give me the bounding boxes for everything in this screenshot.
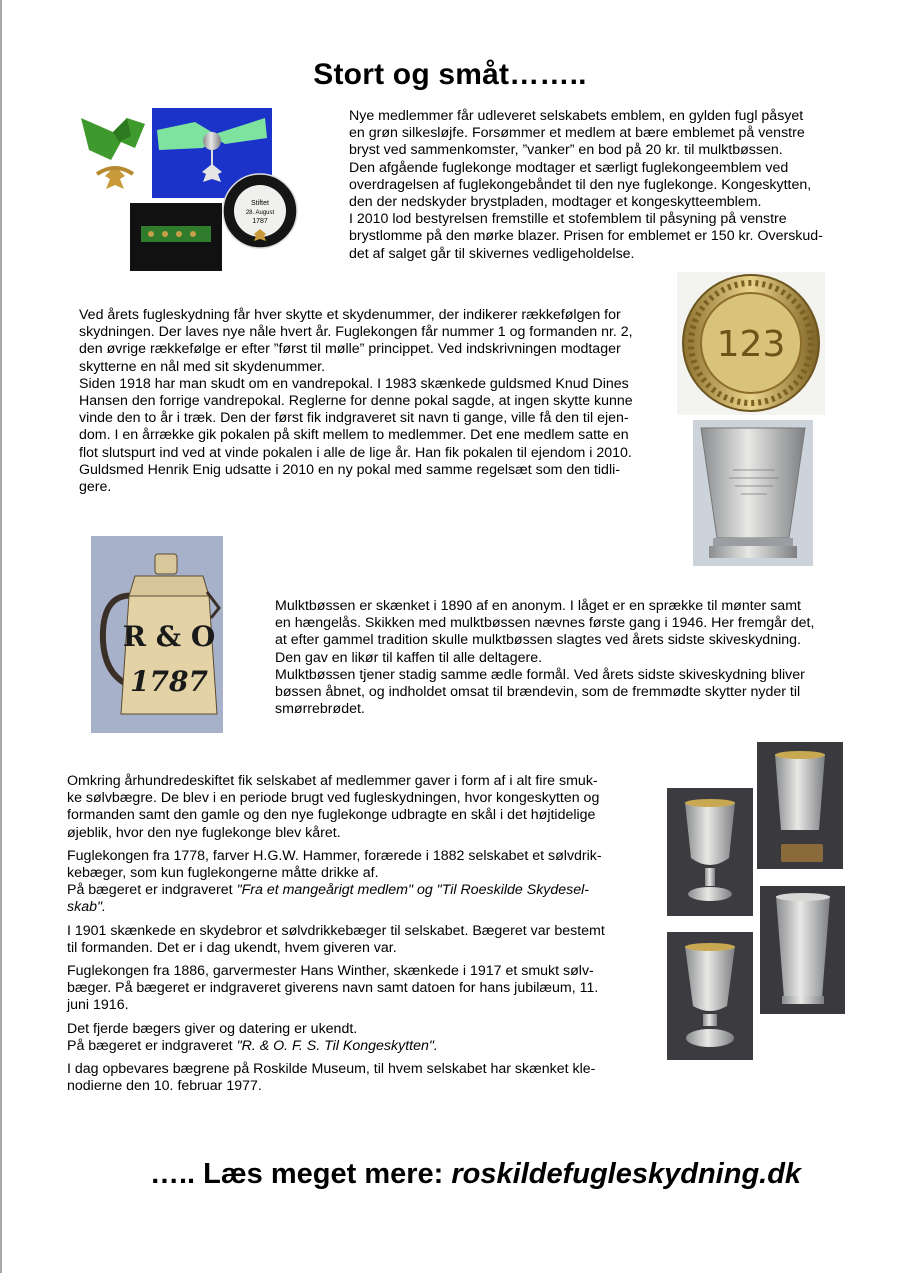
number-pin-photo [677, 272, 825, 415]
website-link[interactable]: roskildefugleskydning.dk [451, 1158, 802, 1190]
page-left-border [0, 0, 2, 1273]
svg-text:28. August: 28. August [245, 210, 275, 216]
footer-lead: ….. Læs meget mere: [150, 1158, 452, 1190]
silver-cup-photo-4 [760, 886, 845, 1014]
silver-cup-photo-3 [667, 932, 753, 1060]
green-bow-emblem [81, 118, 145, 189]
svg-text:1787: 1787 [252, 218, 268, 225]
silver-trophy-photo [693, 420, 813, 566]
svg-text:1787: 1787 [130, 665, 208, 698]
fine-box-photo [91, 536, 223, 733]
section4-text: Omkring århundredeskiftet fik selskabet af medlemmer gaver i form af i alt fire smuk- ke sølvbægre. De blev i en periode brugt ved fugleskydningen, hvor kongeskytten og formanden samt den gamle og den nye fuglekonge udbragte en skål i det højtidelige øjeblik, hvor den nye fuglekonge blev kåret. Fuglekongen fra 1778, farver H.G.W. Hammer, forærede i 1882 selskabet et sølvdrik- kebæger, som kun fuglekongerne måtte drikke af. På bægeret er indgraveret "Fra et mangeårigt medlem" og "Til Roeskilde Skydesel- skab". I 1901 skænkede en skydebror et sølvdrikkebæger til selskabet. Bægeret var bestemt til formanden. Det er i dag ukendt, hvem giveren var. Fuglekongen fra 1886, garvermester Hans Winther, skænkede i 1917 et smukt sølv- bæger. På bægeret er indgraveret giverens navn samt datoen for hans jubilæum, 11. juni 1916. Det fjerde bægers giver og datering er ukendt. På bægeret er indgraveret "R. & O. F. S. Til Kongeskytten". I dag opbevares bægrene på Roskilde Museum, til hvem selskabet har skænket kle- nodierne den 10. februar 1977. [67, 773, 605, 1095]
svg-text:123: 123 [716, 324, 786, 365]
svg-text:Stiftet: Stiftet [251, 200, 269, 207]
silver-cup-photo-1 [667, 788, 753, 916]
emblem-photos [75, 108, 355, 273]
page-title: Stort og småt…….. [313, 58, 587, 92]
section2-text: Ved årets fugleskydning får hver skytte et skydenummer, der indikerer rækkefølgen for skydningen. Der laves nye nåle hvert år. Fuglekongen får nummer 1 og formanden nr. 2, den øvrige rækkefølge er efter ”først til mølle” princippet. Ved indskrivningen modtager skytterne en nål med sit skydenummer. Siden 1918 har man skudt om en vandrepokal. I 1983 skænkede guldsmed Knud Dines Hansen den forrige vandrepokal. Reglerne for denne pokal sagde, at ingen skytte kunne vinde den to år i træk. Den der først fik indgraveret sit navn ti gange, ville få den til ejen- dom. I en årrække gik pokalen på skift mellem to medlemmer. Det ene medlem satte en flot slutspurt ind ved at vinde pokalen i alle de lige år. Han fik pokalen til ejendom i 2010. Guldsmed Henrik Enig udsatte i 2010 en ny pokal med samme regelsæt som den tidli- gere. [79, 307, 633, 496]
section1-text: Nye medlemmer får udleveret selskabets emblem, en gylden fugl påsyet en grøn silkesløjfe. Forsømmer et medlem at bære emblemet på venstre bryst ved sammenkomster, ”vanker” en bod på 20 kr. til mulktbøssen. Den afgående fuglekonge modtager et særligt fuglekongeemblem ved overdragelsen af fuglekongebåndet til den nye fuglekonge. Kongeskytten, den der nedskyder brystpladen, modtager et kongeskytteemblem. I 2010 lod bestyrelsen fremstille et stofemblem til påsyning på venstre brystlomme på den mørke blazer. Prisen for emblemet er 150 kr. Overskud- det af salget går til skivernes vedligeholdelse. [349, 108, 823, 262]
svg-text:R & O: R & O [122, 620, 216, 653]
section3-text: Mulktbøssen er skænket i 1890 af en anonym. I låget er en sprække til mønter samt en hængelås. Skikken med mulktbøssen nævnes første gang i 1946. Her fremgår det, at efter gammel tradition skulle mulktbøssen slagtes ved årets sidste skiveskydning. Den gav en likør til kaffen til alle deltagere. Mulktbøssen tjener stadig samme ædle formål. Ved årets sidste skiveskydning bliver bøssen åbnet, og indholdet omsat til brændevin, som de fremmødte skytter nyder til smørrebrødet. [275, 598, 815, 718]
silver-cup-photo-2 [757, 742, 843, 869]
footer-read-more [150, 1158, 870, 1191]
